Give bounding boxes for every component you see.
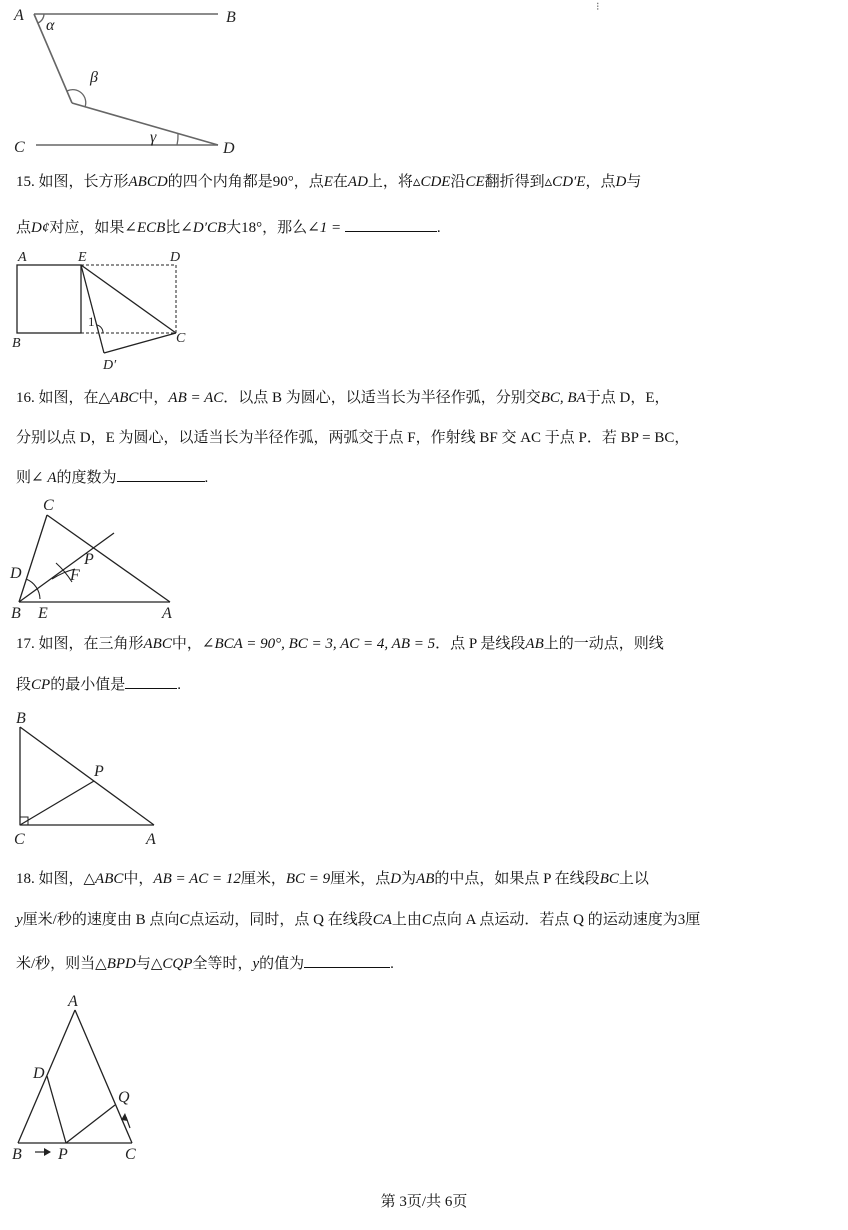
math: D¢	[31, 220, 50, 236]
label-Q: Q	[118, 1089, 130, 1106]
text: 的值为	[259, 956, 305, 972]
line-PQ	[66, 1105, 115, 1143]
q17-line-2	[16, 674, 181, 695]
text: 上，将	[367, 174, 413, 190]
text: 上由	[391, 912, 422, 928]
text: 厘	[685, 912, 701, 928]
text: 厘米，点	[330, 871, 391, 887]
math: ▵CDE	[412, 174, 451, 190]
math: BC	[599, 871, 619, 887]
line-BA	[20, 727, 154, 825]
text: ，那么	[262, 220, 308, 236]
math: △ABC	[98, 390, 139, 406]
text: 沿	[450, 174, 466, 190]
math: △BPD	[95, 956, 136, 972]
label-D: D	[223, 140, 235, 157]
label-C: C	[176, 331, 186, 346]
math: D	[615, 174, 627, 190]
math: y	[252, 956, 260, 972]
label-A: A	[18, 250, 27, 265]
math: △ABC	[83, 871, 124, 887]
text: 的中点，如果点 P 在线段	[434, 871, 600, 887]
text: 全等时，	[192, 956, 253, 972]
text: 为	[401, 871, 417, 887]
text: 分别以点 D，E 为圆心，以适当长为半径作弧，两弧交于点 F，作射线 BF 交 AC 于点 P．若 BP = BC，	[16, 430, 690, 446]
label-P: P	[94, 763, 104, 780]
label-gamma: γ	[150, 129, 157, 146]
arrow-up-icon	[121, 1113, 128, 1121]
label-D: D	[170, 250, 181, 265]
arrow-right-icon	[44, 1148, 51, 1156]
line-BC	[19, 515, 47, 602]
math: AB	[525, 636, 544, 652]
text: 点运动，同时，点 Q 在线段	[189, 912, 373, 928]
text: 16. 如图，在	[16, 390, 99, 406]
math: y	[16, 912, 23, 928]
label-C: C	[43, 497, 54, 514]
math: C	[179, 912, 190, 928]
q18-figure	[0, 988, 180, 1168]
text: 翻折得到	[484, 174, 545, 190]
q17-figure	[0, 705, 180, 850]
label-D: D	[33, 1065, 45, 1082]
label-P: P	[58, 1146, 68, 1163]
math: ABC	[143, 636, 172, 652]
math: ABCD	[128, 174, 168, 190]
q16-line-1	[16, 388, 670, 408]
label-E: E	[78, 250, 87, 265]
answer-blank[interactable]	[345, 217, 437, 232]
math: C	[421, 912, 432, 928]
page-footer: 第 3页/共 6页	[380, 1194, 468, 1210]
label-P: P	[84, 551, 94, 568]
math: AB	[416, 871, 435, 887]
q18-line-3	[16, 953, 394, 974]
label-A: A	[146, 831, 156, 848]
text: 中，	[171, 636, 202, 652]
text: 与	[626, 174, 642, 190]
line-vertex-D	[72, 103, 218, 145]
text: .	[436, 220, 441, 236]
q15-line-2	[16, 217, 441, 238]
text: .	[177, 677, 181, 693]
text: .	[204, 470, 209, 486]
math: BC = 9	[285, 871, 331, 887]
text: ，点	[585, 174, 616, 190]
text: 18. 如图，	[16, 871, 84, 887]
math: CP	[31, 677, 51, 693]
line-DP	[47, 1076, 66, 1143]
label-alpha: α	[46, 17, 55, 34]
label-B: B	[12, 1146, 22, 1163]
text: 15. 如图，长方形	[16, 174, 129, 190]
label-C: C	[14, 139, 25, 156]
text: 对应，如果	[49, 220, 125, 236]
label-A: A	[162, 605, 172, 622]
label-A: A	[14, 7, 24, 24]
text: 的四个内角都是	[167, 174, 273, 190]
line-CP	[20, 781, 94, 825]
ray-BF	[19, 533, 114, 602]
text: ．点 P 是线段	[435, 636, 526, 652]
text: .	[390, 956, 394, 972]
label-B: B	[226, 9, 236, 26]
arc-alpha	[38, 14, 44, 23]
math: BC, BA	[540, 390, 586, 406]
line-DC	[104, 333, 176, 353]
label-E: E	[38, 605, 48, 622]
answer-blank[interactable]	[125, 674, 177, 689]
text: 在	[332, 174, 348, 190]
q16-figure	[0, 492, 200, 622]
math: E	[323, 174, 333, 190]
q18-line-2	[16, 910, 700, 930]
text: 中，	[138, 390, 169, 406]
label-C: C	[14, 831, 25, 848]
label-1: 1	[88, 314, 95, 329]
label-C: C	[125, 1146, 136, 1163]
math: ∠1 =	[307, 220, 342, 236]
math: ∠BCA = 90°, BC = 3, AC = 4, AB = 5	[201, 636, 436, 652]
arc-gamma	[177, 134, 178, 145]
text: 米/秒，则当	[16, 956, 96, 972]
label-B: B	[16, 710, 26, 727]
label-Dprime: D′	[103, 358, 117, 373]
math: ∠ECB	[124, 220, 166, 236]
math: D	[390, 871, 402, 887]
math: ▵CD′E	[544, 174, 586, 190]
text: 的最小值是	[50, 677, 126, 693]
math: ∠ A	[31, 470, 57, 486]
text: ．以点 B 为圆心，以适当长为半径作弧，分别交	[223, 390, 541, 406]
math: 90°	[272, 174, 294, 190]
text: 点向 A 点运动．若点 Q 的运动速度为	[431, 912, 678, 928]
answer-blank[interactable]	[117, 467, 205, 482]
answer-blank[interactable]	[304, 953, 390, 968]
q16-line-3	[16, 467, 208, 488]
math: AB = AC	[168, 390, 224, 406]
q18-line-1	[16, 869, 649, 889]
line-CA	[47, 515, 170, 602]
text: 段	[16, 677, 32, 693]
rect-ABCE	[17, 265, 81, 333]
text: 厘米，	[240, 871, 286, 887]
text: 则	[16, 470, 32, 486]
line-AC	[75, 1010, 132, 1143]
text: 大	[226, 220, 242, 236]
q17-line-1	[16, 634, 664, 654]
text: 17. 如图，在三角形	[16, 636, 144, 652]
text: 中，	[123, 871, 154, 887]
label-beta: β	[90, 69, 98, 86]
q16-line-2	[16, 428, 689, 448]
corner-mark: ⁝	[596, 1, 600, 13]
label-D: D	[10, 565, 22, 582]
math: 3	[677, 912, 686, 928]
text: 厘米/秒的速度由 B 点向	[22, 912, 180, 928]
label-B: B	[11, 605, 21, 622]
math: AB = AC = 12	[153, 871, 241, 887]
math: ∠D′CB	[180, 220, 227, 236]
text: 与	[135, 956, 151, 972]
math: 18°	[241, 220, 263, 236]
math: AD	[347, 174, 368, 190]
text: 上的一动点，则线	[543, 636, 664, 652]
math: △CQP	[150, 956, 193, 972]
q15-line-1	[16, 172, 641, 192]
label-B: B	[12, 336, 21, 351]
label-A: A	[68, 993, 78, 1010]
label-F: F	[70, 567, 80, 584]
q14-figure	[0, 0, 260, 160]
text: 于点 D，E，	[585, 390, 670, 406]
q15-figure	[0, 245, 220, 375]
math: CE	[465, 174, 485, 190]
text: 的度数为	[56, 470, 117, 486]
math: CA	[372, 912, 392, 928]
text: 上以	[618, 871, 649, 887]
line-EC	[81, 265, 176, 333]
text: 点	[16, 220, 32, 236]
text: ，点	[293, 174, 324, 190]
text: 比	[165, 220, 181, 236]
